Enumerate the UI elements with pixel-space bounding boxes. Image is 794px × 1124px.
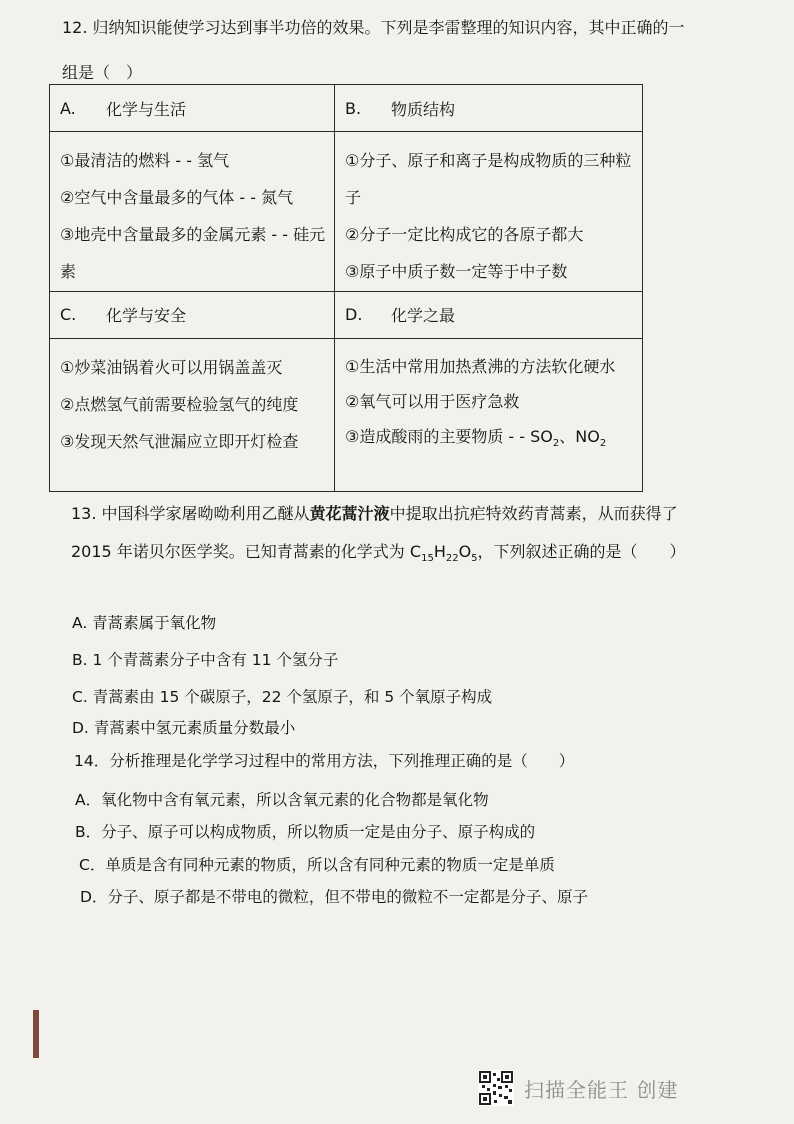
question-14-option-b: B．分子、原子可以构成物质，所以物质一定是由分子、原子构成的: [75, 823, 536, 841]
question-12-stem: 12. 归纳知识能使学习达到事半功倍的效果。下列是李雷整理的知识内容，其中正确的一: [62, 18, 685, 37]
scan-edge-mark: [33, 1010, 39, 1058]
option-a-item: ①最清洁的燃料 - - 氢气: [60, 151, 230, 171]
option-c-item: ②点燃氢气前需要检验氢气的纯度: [60, 394, 299, 414]
option-d-content: [335, 338, 643, 491]
scanner-brand-label: 扫描全能王 创建: [524, 1078, 679, 1102]
option-b-content: [335, 132, 643, 291]
question-14-option-d: D．分子、原子都是不带电的微粒，但不带电的微粒不一定都是分子、原子: [80, 888, 588, 906]
question-13-stem: 13. 中国科学家屠呦呦利用乙醚从黄花蒿汁液中提取出抗疟特效药青蒿素，从而获得了: [71, 504, 678, 523]
question-14-stem: 14．分析推理是化学学习过程中的常用方法，下列推理正确的是（ ）: [74, 752, 575, 770]
option-b-item: ①分子、原子和离子是构成物质的三种粒子: [345, 151, 632, 208]
option-a-item: ②空气中含量最多的气体 - - 氮气: [60, 188, 294, 208]
option-a-title: 化学与生活: [106, 99, 187, 119]
option-d-item: ②氧气可以用于医疗急救: [345, 391, 520, 411]
qr-code-icon: [478, 1070, 514, 1106]
highlighted-term: 黄花蒿汁液: [309, 504, 390, 523]
question-13-option-a: A. 青蒿素属于氧化物: [72, 614, 217, 632]
question-13-option-b: B. 1 个青蒿素分子中含有 11 个氢分子: [72, 651, 339, 669]
option-d-header: D. 化学之最: [335, 291, 643, 338]
option-b-title: 物质结构: [391, 99, 456, 119]
option-c-title: 化学与安全: [106, 306, 187, 325]
option-a-content: [50, 132, 335, 291]
question-13-option-d: D. 青蒿素中氢元素质量分数最小: [72, 719, 296, 737]
option-c-item: ③发现天然气泄漏应立即开灯检查: [60, 431, 299, 451]
option-d-title: 化学之最: [391, 306, 456, 325]
question-13-option-c: C. 青蒿素由 15 个碳原子，22 个氢原子，和 5 个氧原子构成: [72, 688, 493, 706]
option-a-header: A. 化学与生活: [50, 85, 335, 132]
option-d-item: ①生活中常用加热煮沸的方法软化硬水: [345, 356, 616, 376]
option-b-header: B. 物质结构: [335, 85, 643, 132]
question-14-option-a: A．氧化物中含有氧元素，所以含氧元素的化合物都是氧化物: [75, 791, 489, 809]
question-13-stem-cont: 2015 年诺贝尔医学奖。已知青蒿素的化学式为 $C_{15}H_{22}O_5$，下列叙述正确的是（ ）: [71, 542, 686, 565]
option-c-content: [50, 338, 335, 491]
option-b-item: ③原子中质子数一定等于中子数: [345, 262, 568, 282]
option-c-header: C. 化学与安全: [50, 291, 335, 338]
knowledge-table: [49, 84, 643, 492]
option-b-item: ②分子一定比构成它的各原子都大: [345, 225, 584, 245]
question-12-stem-cont: 组是（ ）: [62, 63, 143, 82]
option-c-item: ①炒菜油锅着火可以用锅盖盖灭: [60, 357, 283, 377]
option-d-item: ③造成酸雨的主要物质 - - $SO_2$、$NO_2$: [345, 426, 607, 449]
question-14-option-c: C．单质是含有同种元素的物质，所以含有同种元素的物质一定是单质: [79, 856, 555, 874]
option-a-item: ③地壳中含量最多的金属元素 - - 硅元素: [60, 225, 326, 282]
